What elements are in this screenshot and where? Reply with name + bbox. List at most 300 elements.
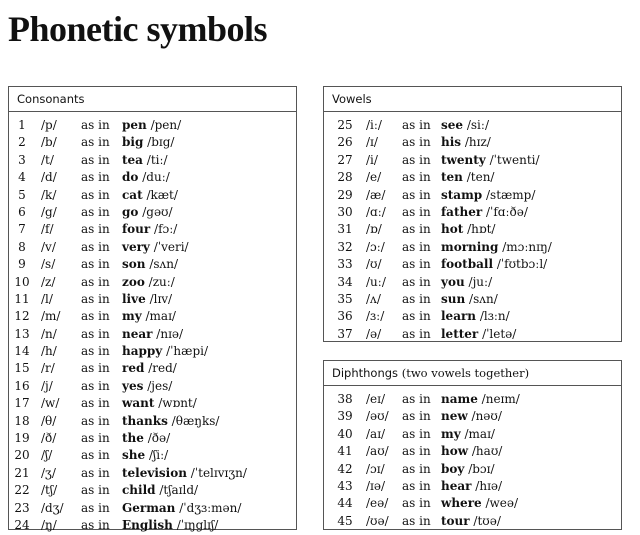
example — [122, 291, 172, 308]
row-number: 34 — [337, 274, 353, 289]
phonetic-symbol: /s/ — [41, 257, 56, 272]
row-number: 40 — [337, 426, 353, 441]
table-row — [9, 117, 296, 134]
table-row — [324, 443, 621, 460]
phonetic-symbol: /d/ — [41, 170, 57, 185]
as-in-label: as in — [81, 135, 110, 150]
example-transcription: /weə/ — [485, 496, 519, 511]
example-transcription: /ˈhæpi/ — [166, 344, 209, 359]
phonetic-symbol: /ɒ/ — [366, 222, 382, 237]
example-transcription: /bɪg/ — [147, 135, 175, 150]
diphthongs-title: Diphthongs — [332, 366, 399, 380]
row-number: 7 — [18, 222, 26, 237]
row-number: 38 — [337, 392, 353, 406]
as-in-label: as in — [81, 517, 110, 532]
as-in-label: as in — [81, 274, 110, 289]
example — [122, 465, 247, 482]
example-transcription: /neɪm/ — [481, 392, 520, 406]
as-in-label: as in — [81, 378, 110, 393]
table-row — [9, 378, 296, 395]
example — [122, 517, 218, 534]
as-in-label: as in — [402, 392, 431, 406]
as-in-label: as in — [402, 478, 431, 493]
row-number: 43 — [337, 478, 353, 493]
example-transcription: /siː/ — [466, 118, 489, 132]
phonetic-symbol: /ɔː/ — [366, 239, 385, 254]
example — [122, 256, 178, 273]
phonetic-symbol: /ð/ — [41, 431, 57, 446]
example-transcription: /ˈɪŋglɪʃ/ — [176, 517, 219, 532]
table-row — [9, 256, 296, 273]
example-word: tea — [122, 152, 143, 167]
phonetic-symbol: /ɑː/ — [366, 204, 386, 219]
row-number: 35 — [337, 291, 353, 306]
as-in-label: as in — [81, 465, 110, 480]
table-row — [324, 495, 621, 512]
example-transcription: /kæt/ — [146, 187, 178, 202]
as-in-label: as in — [402, 152, 431, 167]
table-row — [324, 169, 621, 186]
example-transcription: /bɔɪ/ — [468, 461, 495, 476]
as-in-label: as in — [81, 483, 110, 498]
phonetic-symbol: /uː/ — [366, 274, 386, 289]
example — [122, 343, 208, 360]
example — [441, 291, 498, 308]
table-row — [9, 239, 296, 256]
example — [122, 204, 173, 221]
row-number: 8 — [18, 239, 26, 254]
row-number: 33 — [337, 257, 353, 272]
as-in-label: as in — [81, 361, 110, 376]
example-word: letter — [441, 326, 479, 341]
example-word: sun — [441, 291, 466, 306]
example-transcription: /juː/ — [468, 274, 493, 289]
example — [441, 461, 495, 478]
row-number: 30 — [337, 204, 353, 219]
row-number: 22 — [14, 483, 30, 498]
example-transcription: /lɜːn/ — [479, 309, 510, 324]
example — [122, 187, 178, 204]
example-transcription: /ˈfɑːðə/ — [486, 204, 528, 219]
table-row — [9, 291, 296, 308]
phonetic-symbol: /h/ — [41, 344, 57, 359]
example-word: big — [122, 135, 144, 150]
table-row — [324, 221, 621, 238]
phonetic-symbol: /i/ — [366, 152, 378, 167]
table-row — [324, 291, 621, 308]
example — [122, 500, 241, 517]
example — [441, 152, 540, 169]
example-word: his — [441, 135, 462, 150]
table-row — [9, 274, 296, 291]
example-word: pen — [122, 118, 147, 132]
as-in-label: as in — [81, 170, 110, 185]
example-transcription: /red/ — [148, 361, 177, 376]
table-row — [9, 360, 296, 377]
example-word: the — [122, 431, 144, 446]
table-row — [324, 274, 621, 291]
example — [441, 117, 489, 134]
example-transcription: /jes/ — [147, 378, 173, 393]
example-transcription: /zuː/ — [148, 274, 175, 289]
phonetic-symbol: /ɜː/ — [366, 309, 385, 324]
example — [122, 413, 219, 430]
example — [441, 187, 535, 204]
example-word: see — [441, 118, 464, 132]
consonants-rows — [9, 112, 296, 534]
row-number: 13 — [14, 326, 30, 341]
example-word: she — [122, 448, 146, 463]
example-transcription: /ðə/ — [147, 431, 171, 446]
example-word: cat — [122, 187, 143, 202]
as-in-label: as in — [81, 500, 110, 515]
row-number: 21 — [14, 465, 30, 480]
example-transcription: /pen/ — [150, 118, 182, 132]
phonetic-symbol: /m/ — [41, 309, 61, 324]
example-transcription: /nɪə/ — [156, 326, 184, 341]
as-in-label: as in — [402, 444, 431, 459]
example-transcription: /lɪv/ — [149, 291, 173, 306]
row-number: 25 — [337, 118, 353, 132]
table-row — [324, 478, 621, 495]
phonetic-symbol: /n/ — [41, 326, 57, 341]
example-word: German — [122, 500, 176, 515]
as-in-label: as in — [402, 222, 431, 237]
example-word: football — [441, 257, 493, 272]
example — [441, 169, 494, 186]
diphthongs-subtitle: (two vowels together) — [401, 366, 530, 380]
example-word: hear — [441, 478, 472, 493]
example-word: you — [441, 274, 465, 289]
as-in-label: as in — [402, 309, 431, 324]
example-word: want — [122, 396, 155, 411]
example-transcription: /θæŋks/ — [171, 413, 220, 428]
example-word: my — [122, 309, 142, 324]
as-in-label: as in — [81, 309, 110, 324]
as-in-label: as in — [402, 204, 431, 219]
row-number: 9 — [18, 257, 26, 272]
example — [122, 134, 174, 151]
as-in-label: as in — [402, 409, 431, 424]
example — [122, 326, 183, 343]
row-number: 27 — [337, 152, 353, 167]
table-row — [324, 326, 621, 343]
table-row — [324, 187, 621, 204]
as-in-label: as in — [81, 257, 110, 272]
example-word: hot — [441, 222, 464, 237]
as-in-label: as in — [402, 496, 431, 511]
as-in-label: as in — [81, 291, 110, 306]
example — [441, 274, 492, 291]
row-number: 45 — [337, 513, 353, 528]
phonetic-symbol: /dʒ/ — [41, 500, 64, 515]
example-word: thanks — [122, 413, 168, 428]
example-transcription: /gəʊ/ — [142, 204, 173, 219]
table-row — [324, 408, 621, 425]
example — [441, 426, 495, 443]
example-word: English — [122, 517, 173, 532]
example-transcription: /hɒt/ — [467, 222, 496, 237]
table-row — [9, 326, 296, 343]
table-row — [9, 395, 296, 412]
phonetic-symbol: /iː/ — [366, 118, 382, 132]
row-number: 18 — [14, 413, 30, 428]
as-in-label: as in — [81, 239, 110, 254]
row-number: 6 — [18, 204, 26, 219]
example — [122, 308, 176, 325]
as-in-label: as in — [402, 291, 431, 306]
as-in-label: as in — [402, 187, 431, 202]
as-in-label: as in — [81, 326, 110, 341]
table-row — [9, 500, 296, 517]
example — [122, 447, 168, 464]
phonetic-symbol: /b/ — [41, 135, 57, 150]
example — [122, 395, 197, 412]
row-number: 44 — [337, 496, 353, 511]
table-row — [324, 152, 621, 169]
diphthongs-table — [323, 360, 622, 530]
as-in-label: as in — [402, 239, 431, 254]
example-transcription: /sʌn/ — [469, 291, 498, 306]
as-in-label: as in — [402, 513, 431, 528]
table-row — [9, 134, 296, 151]
phonetic-symbol: /j/ — [41, 378, 53, 393]
example-transcription: /ˈtelɪvɪʒn/ — [190, 465, 247, 480]
example-transcription: /sʌn/ — [149, 257, 179, 272]
example — [441, 408, 502, 425]
table-row — [9, 430, 296, 447]
phonetic-symbol: /ʌ/ — [366, 291, 381, 306]
phonetic-symbol: /ŋ/ — [41, 517, 57, 532]
row-number: 26 — [337, 135, 353, 150]
example-word: where — [441, 496, 482, 511]
row-number: 42 — [337, 461, 353, 476]
phonetic-symbol: /ɔɪ/ — [366, 461, 385, 476]
row-number: 12 — [14, 309, 30, 324]
row-number: 24 — [14, 517, 30, 532]
phonetic-symbol: /e/ — [366, 170, 382, 185]
example-word: learn — [441, 309, 477, 324]
example-transcription: /nəʊ/ — [471, 409, 502, 424]
as-in-label: as in — [402, 274, 431, 289]
example-transcription: /tʃaɪld/ — [159, 483, 199, 498]
phonetic-symbol: /aɪ/ — [366, 426, 386, 441]
phonetic-symbol: /p/ — [41, 118, 57, 132]
example — [441, 221, 495, 238]
example-word: yes — [122, 378, 144, 393]
example-word: happy — [122, 344, 163, 359]
row-number: 41 — [337, 444, 353, 459]
phonetic-symbol: /t/ — [41, 152, 54, 167]
as-in-label: as in — [402, 257, 431, 272]
example-word: morning — [441, 239, 499, 254]
example — [122, 378, 172, 395]
example-word: boy — [441, 461, 465, 476]
table-row — [324, 134, 621, 151]
example-word: television — [122, 465, 187, 480]
table-row — [9, 465, 296, 482]
example-word: near — [122, 326, 153, 341]
table-row — [9, 152, 296, 169]
example-transcription: /hɪə/ — [475, 478, 503, 493]
row-number: 20 — [14, 448, 30, 463]
example — [441, 256, 547, 273]
as-in-label: as in — [81, 344, 110, 359]
table-row — [324, 256, 621, 273]
as-in-label: as in — [402, 326, 431, 341]
as-in-label: as in — [402, 426, 431, 441]
example-transcription: /fɔː/ — [154, 222, 178, 237]
consonants-table — [8, 86, 297, 530]
row-number: 1 — [18, 118, 26, 132]
as-in-label: as in — [402, 461, 431, 476]
example-word: son — [122, 257, 146, 272]
example-transcription: /ˈdʒɜːmən/ — [179, 500, 242, 515]
row-number: 36 — [337, 309, 353, 324]
row-number: 11 — [14, 291, 30, 306]
phonetic-symbol: /əʊ/ — [366, 409, 389, 424]
example — [441, 495, 518, 512]
table-row — [9, 343, 296, 360]
as-in-label: as in — [402, 135, 431, 150]
as-in-label: as in — [81, 204, 110, 219]
table-row — [324, 308, 621, 325]
example-transcription: /ˈtwenti/ — [489, 152, 540, 167]
row-number: 37 — [337, 326, 353, 341]
example-word: red — [122, 361, 145, 376]
example — [441, 308, 510, 325]
phonetic-symbol: /æ/ — [366, 187, 386, 202]
table-row — [324, 426, 621, 443]
as-in-label: as in — [81, 118, 110, 132]
table-row — [324, 204, 621, 221]
phonetic-symbol: /eɪ/ — [366, 392, 386, 406]
row-number: 31 — [337, 222, 353, 237]
example-transcription: /duː/ — [142, 170, 170, 185]
as-in-label: as in — [81, 222, 110, 237]
example-transcription: /ʃiː/ — [148, 448, 169, 463]
table-row — [9, 187, 296, 204]
example-transcription: /maɪ/ — [464, 426, 495, 441]
row-number: 17 — [14, 396, 30, 411]
as-in-label: as in — [81, 431, 110, 446]
table-row — [9, 169, 296, 186]
phonetic-symbol: /k/ — [41, 187, 57, 202]
table-row — [9, 221, 296, 238]
row-number: 4 — [18, 170, 26, 185]
row-number: 19 — [14, 431, 30, 446]
example-word: zoo — [122, 274, 145, 289]
example-word: stamp — [441, 187, 483, 202]
vowels-table — [323, 86, 622, 342]
example-transcription: /stæmp/ — [486, 187, 536, 202]
example — [441, 443, 502, 460]
row-number: 15 — [14, 361, 30, 376]
example — [122, 152, 168, 169]
example — [122, 274, 175, 291]
example — [441, 134, 491, 151]
phonetic-symbol: /ʊə/ — [366, 513, 389, 528]
phonetic-symbol: /ʊ/ — [366, 257, 382, 272]
vowels-heading: Vowels — [324, 87, 621, 112]
phonetic-symbol: /r/ — [41, 361, 55, 376]
example-word: my — [441, 426, 461, 441]
example-word: tour — [441, 513, 470, 528]
example — [441, 513, 501, 530]
phonetic-symbol: /l/ — [41, 291, 53, 306]
table-row — [9, 413, 296, 430]
as-in-label: as in — [81, 448, 110, 463]
row-number: 2 — [18, 135, 26, 150]
table-row — [324, 391, 621, 408]
example-transcription: /ˈveri/ — [153, 239, 189, 254]
example — [441, 204, 528, 221]
phonetic-symbol: /ɪə/ — [366, 478, 386, 493]
row-number: 3 — [18, 152, 26, 167]
example-transcription: /hɪz/ — [464, 135, 491, 150]
row-number: 23 — [14, 500, 30, 515]
table-row — [324, 239, 621, 256]
row-number: 14 — [14, 344, 30, 359]
example — [441, 326, 516, 343]
example — [122, 239, 189, 256]
phonetic-symbol: /g/ — [41, 204, 57, 219]
phonetic-symbol: /ʃ/ — [41, 448, 53, 463]
as-in-label: as in — [81, 413, 110, 428]
as-in-label: as in — [81, 187, 110, 202]
example-transcription: /ˈletə/ — [482, 326, 517, 341]
row-number: 28 — [337, 170, 353, 185]
vowels-rows — [324, 112, 621, 343]
example-transcription: /tʊə/ — [473, 513, 501, 528]
example-transcription: /mɔːnɪŋ/ — [502, 239, 552, 254]
as-in-label: as in — [402, 170, 431, 185]
consonants-heading: Consonants — [9, 87, 296, 112]
example-word: new — [441, 409, 468, 424]
diphthongs-heading — [324, 361, 621, 386]
example-transcription: /tiː/ — [146, 152, 168, 167]
table-row — [9, 447, 296, 464]
example-word: do — [122, 170, 139, 185]
phonetic-symbol: /ʒ/ — [41, 465, 56, 480]
phonetic-symbol: /ɪ/ — [366, 135, 378, 150]
example-word: twenty — [441, 152, 486, 167]
phonetic-symbol: /f/ — [41, 222, 54, 237]
phonetic-symbol: /ə/ — [366, 326, 382, 341]
example-transcription: /haʊ/ — [471, 444, 503, 459]
row-number: 16 — [14, 378, 30, 393]
example — [122, 221, 177, 238]
example-word: go — [122, 204, 139, 219]
row-number: 39 — [337, 409, 353, 424]
example — [122, 117, 181, 134]
row-number: 10 — [14, 274, 30, 289]
example-word: ten — [441, 170, 463, 185]
phonetic-symbol: /eə/ — [366, 496, 389, 511]
row-number: 5 — [18, 187, 26, 202]
example — [441, 391, 520, 408]
example-transcription: /maɪ/ — [145, 309, 176, 324]
phonetic-symbol: /v/ — [41, 239, 56, 254]
as-in-label: as in — [81, 152, 110, 167]
example — [441, 478, 502, 495]
example-transcription: /wɒnt/ — [158, 396, 197, 411]
example — [122, 169, 170, 186]
row-number: 29 — [337, 187, 353, 202]
row-number: 32 — [337, 239, 353, 254]
table-row — [324, 117, 621, 134]
example-word: father — [441, 204, 483, 219]
